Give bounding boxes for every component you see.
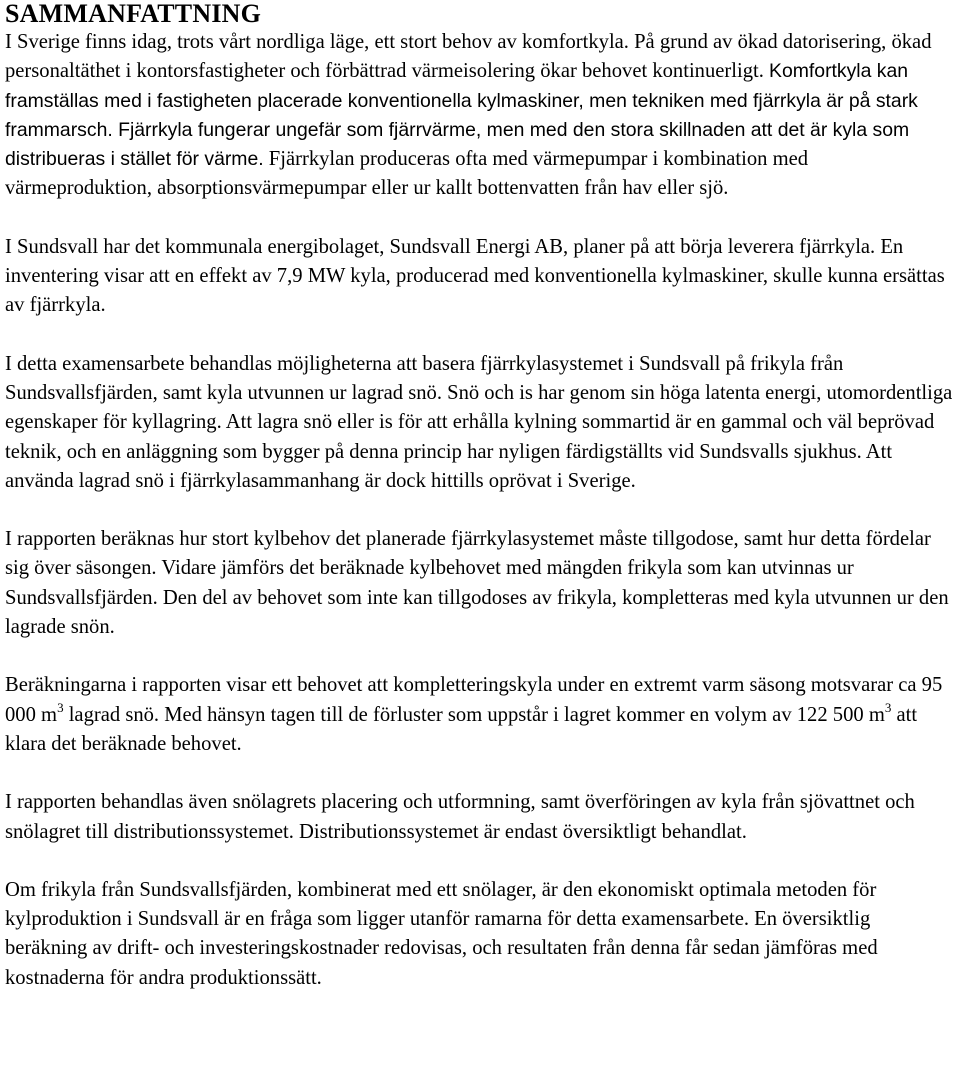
paragraph-ekonomi: Om frikyla från Sundsvallsfjärden, kombinerat med ett snölager, är den ekonomiskt optimala metoden för kylproduktion i Sundsvall är en fråga som ligger utanför ramarna för detta examensarbete. En översiktlig beräkning av drift- och investeringskostnader redovisas, och resultaten från denna får sedan jämföras med kostnaderna för andra produktionssätt. [5,878,878,989]
paragraph-intro-part-2: Komfortkyla kan framställas med i fastigheten placerade konventionella kylmaskiner, men tekniken med fjärrkyla är på stark frammarsch. Fjärrkyla fungerar ungefär som fjärrvärme, men med den stora skillnaden att det är kyla som distribueras i stället för värme. [5,60,918,171]
paragraph-berakningar-part-2: lagrad snö. Med hänsyn tagen till de förluster som uppstår i lagret kommer en volym av 122 500 m [63,703,885,726]
paragraph-gap [5,847,957,876]
paragraph-gap [5,642,957,671]
document-page [5,0,957,993]
paragraph-gap [5,321,957,350]
paragraph-kylbehov: I rapporten beräknas hur stort kylbehov det planerade fjärrkylasystemet måste tillgodose, samt hur detta fördelar sig över säsongen. Vidare jämförs det beräknade kylbehovet med mängden frikyla som kan utvinnas ur Sundsvallsfjärden. Den del av behovet som inte kan tillgodoses av frikyla, kompletteras med kyla utvunnen ur den lagrade snön. [5,528,949,639]
paragraph-gap [5,204,957,233]
paragraph-intro-part-3: Fjärrkylan produceras ofta med värmepumpar i kombination med värmeproduktion, absorptionsvärmepumpar eller ur kallt bottenvatten från hav eller sjö. [5,148,809,200]
paragraph-snolager: I rapporten behandlas även snölagrets placering och utformning, samt överföringen av kyla från sjövattnet och snölagret till distributionssystemet. Distributionssystemet är endast översiktligt behandlat. [5,791,915,843]
paragraph-gap [5,496,957,525]
paragraph-berakningar-part-3: att klara det beräknade behovet. [5,703,918,755]
document-heading: SAMMANFATTNING [5,0,262,28]
superscript-cubic-2: 3 [884,699,892,715]
superscript-cubic-1: 3 [57,699,64,715]
paragraph-examensarbete: I detta examensarbete behandlas möjligheterna att basera fjärrkylasystemet i Sundsvall på frikyla från Sundsvallsfjärden, samt kyla utvunnen ur lagrad snö. Snö och is har genom sin höga latenta energi, utomordentliga egenskaper för kyllagring. Att lagra snö eller is för att erhålla kylning sommartid är en gammal och väl beprövad teknik, och en anläggning som bygger på denna princip har nyligen färdigställts vid Sundsvalls sjukhus. Att använda lagrad snö i fjärrkylasammanhang är dock hittills oprövat i Sverige. [5,352,953,492]
paragraph-berakningar [5,671,957,759]
paragraph-gap [5,759,957,788]
paragraph-intro [5,28,957,204]
paragraph-intro-part-1: I Sverige finns idag, trots vårt nordliga läge, ett stort behov av komfortkyla. På grund av ökad datorisering, ökad personaltäthet i kontorsfastigheter och förbättrad värmeisolering ökar behovet kontinuerligt. [5,31,932,83]
paragraph-berakningar-part-1: Beräkningarna i rapporten visar ett behovet att kompletteringskyla under en extremt varm säsong motsvarar ca 95 000 m [5,674,943,726]
paragraph-sundsvall: I Sundsvall har det kommunala energibolaget, Sundsvall Energi AB, planer på att börja leverera fjärrkyla. En inventering visar att en effekt av 7,9 MW kyla, producerad med konventionella kylmaskiner, skulle kunna ersättas av fjärrkyla. [5,235,945,317]
